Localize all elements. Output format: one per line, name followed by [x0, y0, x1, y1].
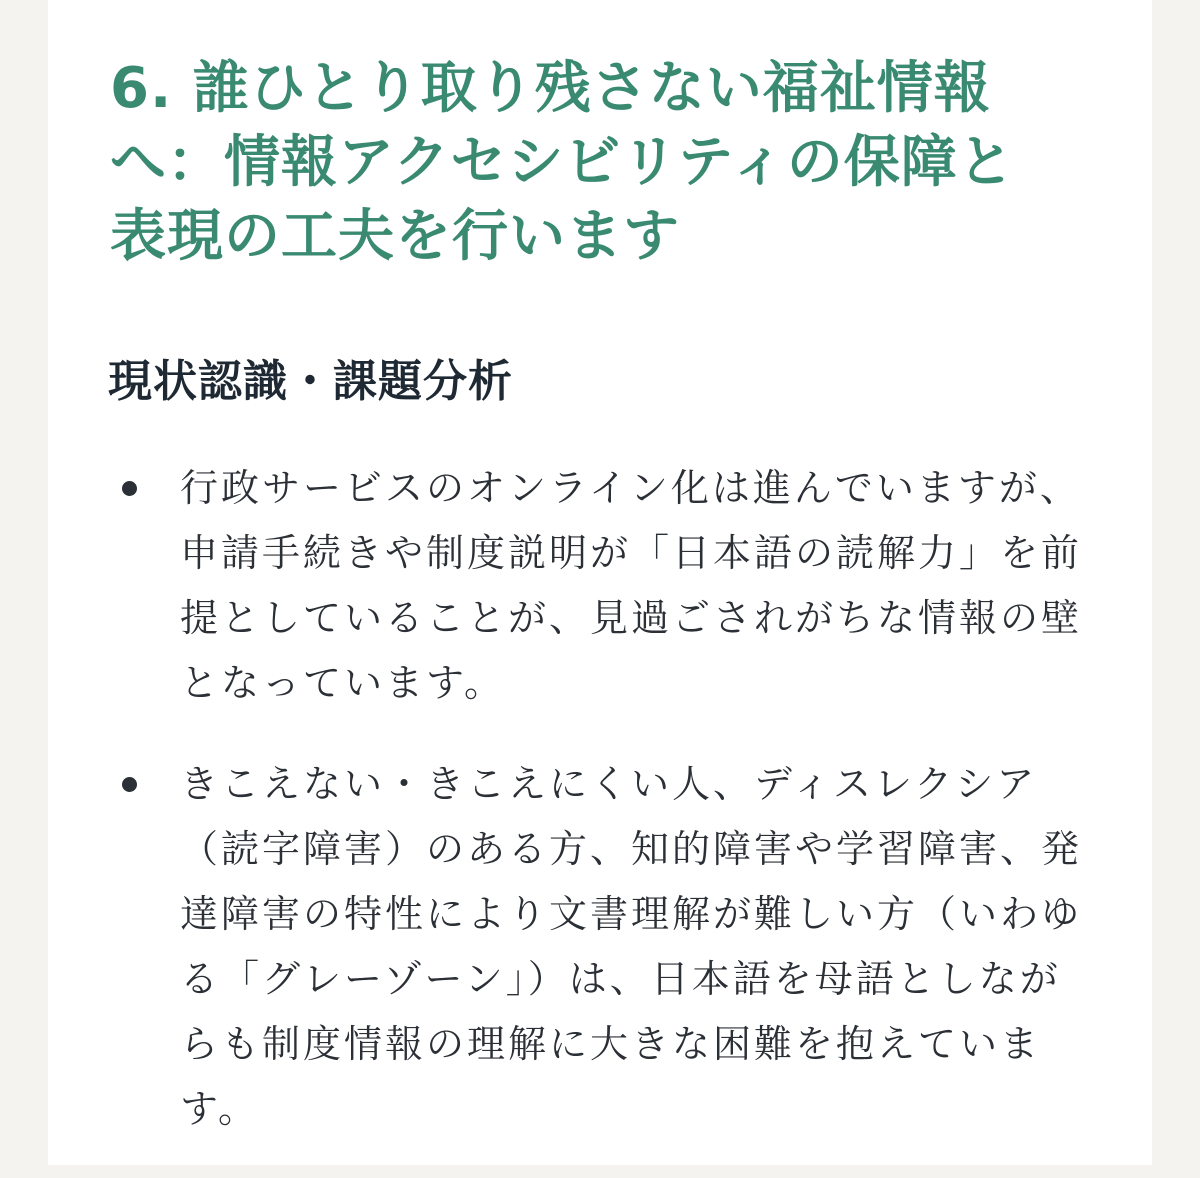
bullet-list	[118, 456, 1108, 1178]
section-title: 6. 誰ひとり取り残さない福祉情報へ：情報アクセシビリティの保障と表現の工夫を行います	[110, 56, 1015, 269]
list-item-text: きこえない・きこえにくい人、ディスレクシア（読字障害）のある方、知的障害や学習障害、発達障害の特性により文書理解が難しい方（いわゆる「グレーゾーン」）は、日本語を母語としながらも制度情報の理解に大きな困難を抱えています。	[180, 762, 1083, 1131]
bullet-dot-icon	[122, 777, 137, 792]
list-item	[118, 456, 1108, 716]
list-item	[118, 752, 1108, 1142]
article-page	[48, 0, 1152, 1165]
subsection-heading: 現状認識・課題分析	[108, 356, 513, 407]
list-item-text: 行政サービスのオンライン化は進んでいますが、申請手続きや制度説明が「日本語の読解力」を前提としていることが、見過ごされがちな情報の壁となっています。	[180, 466, 1083, 705]
bullet-dot-icon	[122, 481, 137, 496]
